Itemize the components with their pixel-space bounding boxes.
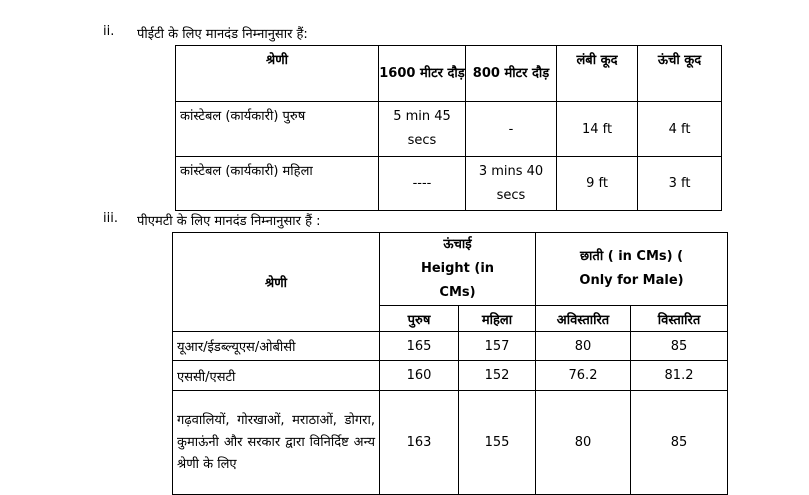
pmt-subheader-female: महिला bbox=[459, 306, 536, 332]
pet-row2-category: कांस्टेबल (कार्यकारी) महिला bbox=[176, 157, 379, 211]
pmt-subheader-unexpanded: अविस्तारित bbox=[536, 306, 631, 332]
pmt-row3-height-male: 163 bbox=[380, 391, 459, 495]
pet-row1-800m: - bbox=[466, 102, 557, 157]
pmt-header-chest: छाती ( in CMs) ( Only for Male) bbox=[536, 233, 728, 306]
pmt-row1-chest-expanded: 85 bbox=[631, 332, 728, 361]
pmt-row3-chest-expanded: 85 bbox=[631, 391, 728, 495]
section-ii-heading bbox=[103, 24, 503, 42]
pmt-subheader-male: पुरुष bbox=[380, 306, 459, 332]
pmt-row3-height-female: 155 bbox=[459, 391, 536, 495]
pet-row2-long-jump: 9 ft bbox=[557, 157, 638, 211]
pet-row1-long-jump: 14 ft bbox=[557, 102, 638, 157]
pmt-table bbox=[172, 232, 728, 495]
section-ii-number: ii. bbox=[103, 24, 115, 39]
pet-row1-category: कांस्टेबल (कार्यकारी) पुरुष bbox=[176, 102, 379, 157]
pmt-row2-height-female: 152 bbox=[459, 361, 536, 391]
pet-row2-1600m: ---- bbox=[379, 157, 466, 211]
table-row bbox=[173, 332, 728, 361]
section-iii-number: iii. bbox=[103, 211, 118, 226]
section-ii-title: पीईटी के लिए मानदंड निम्नानुसार हैं: bbox=[137, 27, 308, 42]
pmt-row2-height-male: 160 bbox=[380, 361, 459, 391]
pet-header-1600m: 1600 मीटर दौड़ bbox=[379, 46, 466, 102]
pmt-header-category: श्रेणी bbox=[173, 233, 380, 332]
pmt-row1-height-male: 165 bbox=[380, 332, 459, 361]
pmt-subheader-expanded: विस्तारित bbox=[631, 306, 728, 332]
pet-row2-high-jump: 3 ft bbox=[638, 157, 722, 211]
pet-table bbox=[175, 45, 722, 211]
pet-row2-800m: 3 mins 40 secs bbox=[466, 157, 557, 211]
pmt-row2-chest-unexpanded: 76.2 bbox=[536, 361, 631, 391]
table-row bbox=[173, 361, 728, 391]
pmt-row2-category: एससी/एसटी bbox=[173, 361, 380, 391]
table-row bbox=[176, 157, 722, 211]
pet-header-800m: 800 मीटर दौड़ bbox=[466, 46, 557, 102]
section-iii-heading bbox=[103, 211, 503, 229]
pet-row1-high-jump: 4 ft bbox=[638, 102, 722, 157]
pmt-row3-category: गढ़वालियों, गोरखाओं, मराठाओं, डोगरा, कुमाऊंनी और सरकार द्वारा विनिर्दिष्ट अन्य श्रेणी के लिए bbox=[173, 391, 380, 495]
pmt-row2-chest-expanded: 81.2 bbox=[631, 361, 728, 391]
pmt-row3-chest-unexpanded: 80 bbox=[536, 391, 631, 495]
pet-header-high-jump: ऊंची कूद bbox=[638, 46, 722, 102]
pmt-row1-height-female: 157 bbox=[459, 332, 536, 361]
table-row bbox=[176, 102, 722, 157]
section-iii-title: पीएमटी के लिए मानदंड निम्नानुसार हैं : bbox=[137, 214, 321, 229]
pet-header-category: श्रेणी bbox=[176, 46, 379, 102]
pet-row1-1600m: 5 min 45 secs bbox=[379, 102, 466, 157]
pmt-header-height: ऊंचाई Height (in CMs) bbox=[380, 233, 536, 306]
pet-header-long-jump: लंबी कूद bbox=[557, 46, 638, 102]
pmt-row1-chest-unexpanded: 80 bbox=[536, 332, 631, 361]
pmt-row1-category: यूआर/ईडब्ल्यूएस/ओबीसी bbox=[173, 332, 380, 361]
